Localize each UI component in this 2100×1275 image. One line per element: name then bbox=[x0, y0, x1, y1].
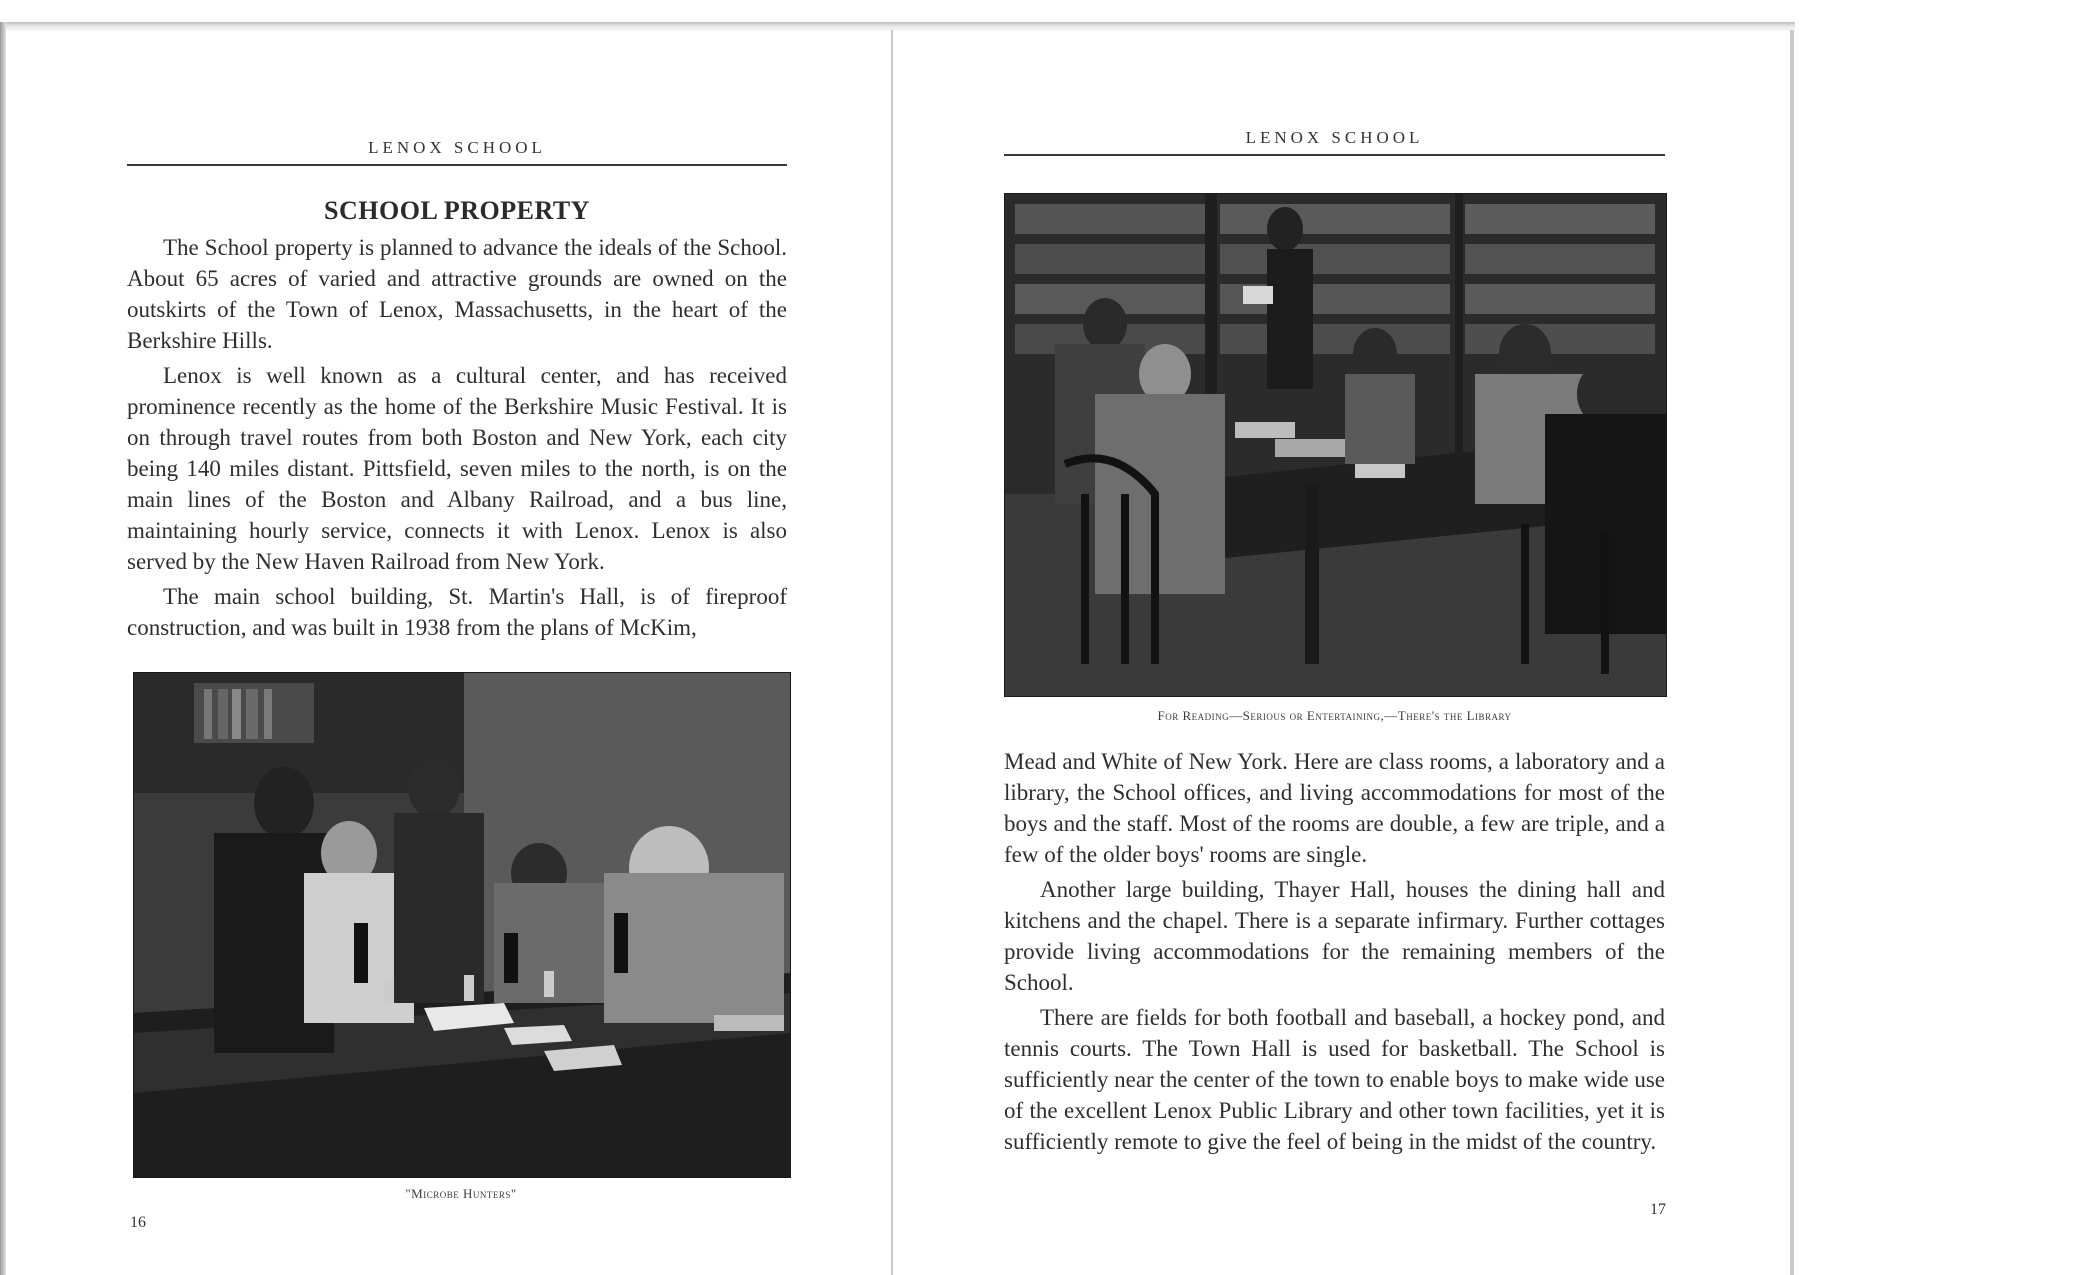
left-head-rule bbox=[127, 164, 787, 166]
left-body-text bbox=[127, 232, 787, 647]
microbe-hunters-photo bbox=[133, 672, 791, 1178]
microbe-hunters-caption: "Microbe Hunters" bbox=[405, 1186, 517, 1201]
left-page bbox=[0, 0, 892, 1275]
library-caption: For Reading—Serious or Entertaining,—There's the Library bbox=[1157, 708, 1512, 723]
right-head-rule bbox=[1004, 154, 1665, 156]
paragraph: Another large building, Thayer Hall, houses the dining hall and kitchens and the chapel. There is a separate infirmary. Further cottages provide living accommodations for the remaining members of the School. bbox=[1004, 877, 1665, 995]
page-number-right: 17 bbox=[1650, 1201, 1666, 1218]
right-running-head: LENOX SCHOOL bbox=[1245, 128, 1424, 147]
paragraph: The main school building, St. Martin's Hall, is of fireproof construction, and was built in 1938 from the plans of McKim, bbox=[127, 584, 787, 640]
paragraph: Mead and White of New York. Here are class rooms, a laboratory and a library, the School offices, and living accommodations for most of the boys and the staff. Most of the rooms are double, a few are triple, and a few of the older boys' rooms are single. bbox=[1004, 749, 1665, 867]
paragraph: The School property is planned to advance the ideals of the School. About 65 acres of varied and attractive grounds are owned on the outskirts of the Town of Lenox, Massachusetts, in the heart of the Berkshire Hills. bbox=[127, 235, 787, 353]
right-body-text bbox=[1004, 746, 1665, 1161]
paragraph: There are fields for both football and baseball, a hockey pond, and tennis courts. The Town Hall is used for basketball. The School is sufficiently near the center of the town to enable boys to make wide use of the excellent Lenox Public Library and other town facilities, yet it is sufficiently remote to give the feel of being in the midst of the country. bbox=[1004, 1005, 1665, 1154]
right-page bbox=[893, 0, 1793, 1275]
page-number-left: 16 bbox=[130, 1214, 146, 1231]
paragraph: Lenox is well known as a cultural center, and has received prominence recently as the home of the Berkshire Music Festival. It is on through travel routes from both Boston and New York, each city being 140 miles distant. Pittsfield, seven miles to the north, is on the main lines of the Boston and Albany Railroad, and a bus line, maintaining hourly service, connects it with Lenox. Lenox is also served by the New Haven Railroad from New York. bbox=[127, 363, 787, 574]
left-running-head: LENOX SCHOOL bbox=[368, 138, 546, 157]
section-title: SCHOOL PROPERTY bbox=[324, 196, 590, 225]
library-photo bbox=[1004, 193, 1667, 697]
